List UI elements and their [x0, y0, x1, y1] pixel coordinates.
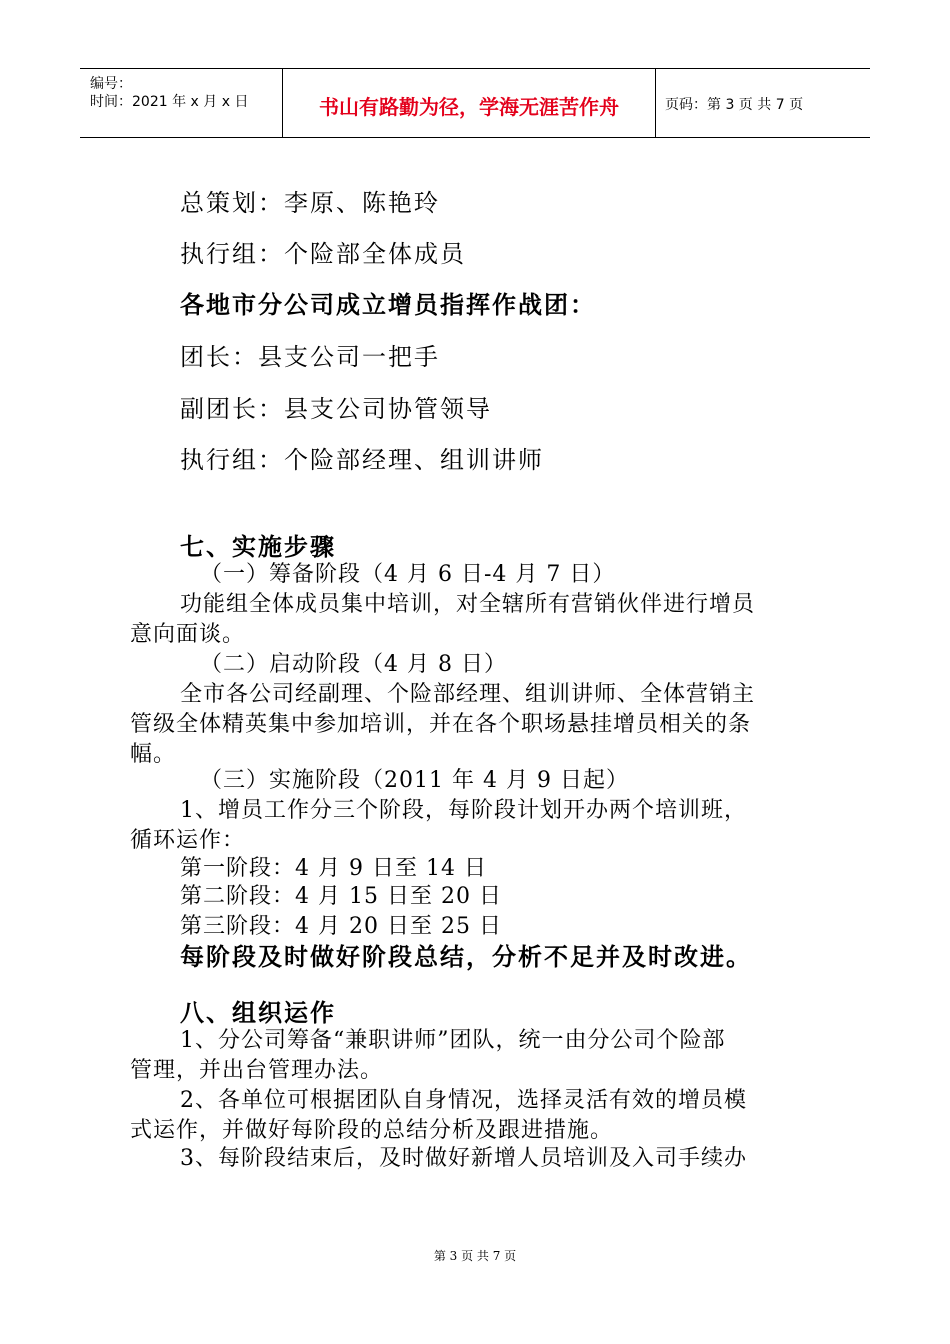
paragraph-line: 3、每阶段结束后，及时做好新增人员培训及入司手续办: [180, 1146, 747, 1171]
planner-line: 总策划：李原、陈艳玲: [180, 189, 440, 217]
paragraph-line: 幅。: [130, 742, 177, 767]
paragraph-line: 全市各公司经副理、个险部经理、组训讲师、全体营销主: [180, 682, 756, 707]
doc-time-label: 时间：2021 年 x 月 x 日: [90, 94, 249, 110]
leader-line: 团长：县支公司一把手: [180, 343, 440, 371]
paragraph-line: 意向面谈。: [130, 622, 246, 647]
paragraph-line: 2、各单位可根据团队自身情况，选择灵活有效的增员模: [180, 1088, 747, 1113]
command-group-heading: 各地市分公司成立增员指挥作战团：: [180, 290, 596, 319]
paragraph-line: 功能组全体成员集中培训，对全辖所有营销伙伴进行增员: [180, 592, 756, 617]
doc-number-label: 编号：: [90, 76, 132, 92]
paragraph-line: 1、分公司筹备“兼职讲师”团队，统一由分公司个险部: [180, 1028, 726, 1053]
paragraph-line: 循环运作：: [130, 828, 246, 853]
phase-1-title: （一）筹备阶段（4 月 6 日-4 月 7 日）: [200, 562, 616, 587]
header-motto: 书山有路勤为径，学海无涯苦作舟: [319, 95, 619, 119]
page-header: [80, 68, 870, 138]
paragraph-line: 管级全体精英集中参加培训，并在各个职场悬挂增员相关的条: [130, 712, 752, 737]
header-page-cell: [655, 69, 870, 137]
stage-2-line: 第二阶段：4 月 15 日至 20 日: [180, 884, 502, 909]
phase-2-title: （二）启动阶段（4 月 8 日）: [200, 652, 507, 677]
paragraph-line: 1、增员工作分三个阶段，每阶段计划开办两个培训班，: [180, 798, 747, 823]
phase-3-title: （三）实施阶段（2011 年 4 月 9 日起）: [200, 768, 629, 793]
executive-group-line-2: 执行组：个险部经理、组训讲师: [180, 446, 544, 474]
stage-1-line: 第一阶段：4 月 9 日至 14 日: [180, 856, 487, 881]
section-7-heading: 七、实施步骤: [180, 532, 336, 561]
deputy-leader-line: 副团长：县支公司协管领导: [180, 395, 492, 423]
summary-emphasis-line: 每阶段及时做好阶段总结，分析不足并及时改进。: [180, 942, 752, 971]
section-8-heading: 八、组织运作: [180, 998, 336, 1027]
paragraph-line: 式运作，并做好每阶段的总结分析及跟进措施。: [130, 1118, 614, 1143]
page-footer: 第 3 页 共 7 页: [433, 1249, 517, 1263]
executive-group-line: 执行组：个险部全体成员: [180, 240, 466, 268]
header-info-cell: [80, 69, 282, 137]
stage-3-line: 第三阶段：4 月 20 日至 25 日: [180, 914, 502, 939]
header-motto-cell: [282, 69, 656, 137]
header-page-number: 页码：第 3 页 共 7 页: [665, 97, 804, 113]
paragraph-line: 管理，并出台管理办法。: [130, 1058, 384, 1083]
